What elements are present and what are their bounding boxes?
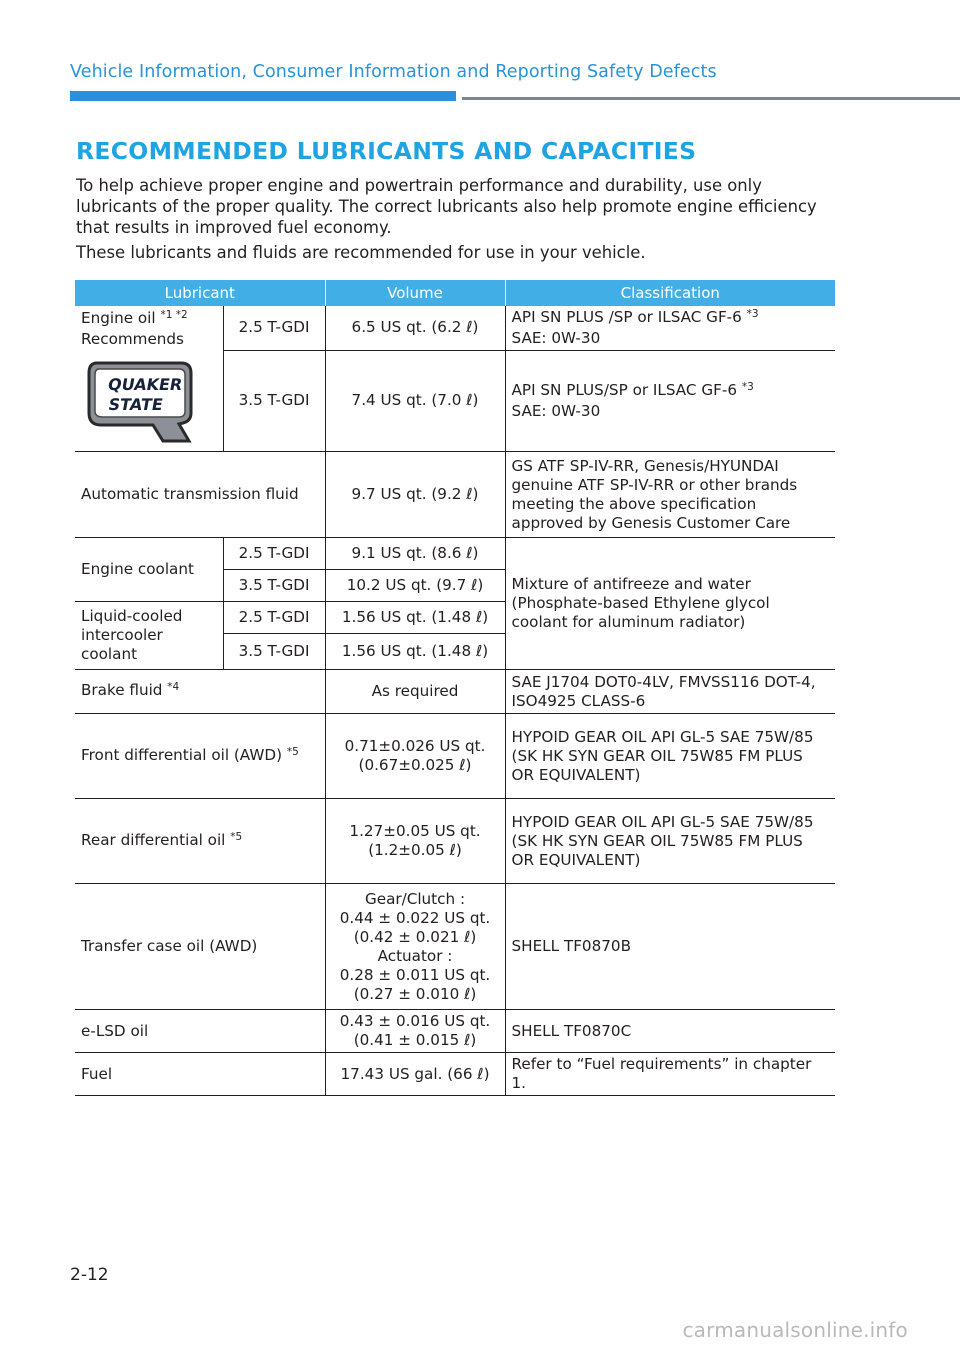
volume-line: (0.42 ± 0.021 ℓ): [353, 927, 477, 946]
column-header-classification: Classification: [505, 280, 835, 306]
classification-footnote: *3: [741, 380, 754, 393]
volume-line: Gear/Clutch :: [364, 889, 466, 908]
table-row: [75, 1053, 835, 1096]
classification-cell: SHELL TF0870C: [505, 1010, 835, 1053]
classification-cell: SAE J1704 DOT0-4LV, FMVSS116 DOT-4, ISO4925 CLASS-6: [505, 670, 835, 714]
table-row: [75, 799, 835, 884]
engine-cell: 2.5 T-GDI: [223, 602, 325, 634]
intro-paragraph: To help achieve proper engine and powertrain performance and durability, use only lubricants of the proper quality. The correct lubricants also help promote engine efficiency that results in improved fuel economy.: [76, 176, 817, 237]
quaker-state-logo: [83, 357, 217, 450]
engine-oil-label-line: [81, 309, 217, 330]
volume-cell: [325, 1010, 505, 1053]
volume-line: 1.27±0.05 US qt.: [349, 822, 481, 840]
lubricant-footnote: *5: [286, 745, 299, 758]
classification-cell: HYPOID GEAR OIL API GL-5 SAE 75W/85 (SK HK SYN GEAR OIL 75W85 FM PLUS OR EQUIVALENT): [505, 714, 835, 799]
classification-cell: GS ATF SP-IV-RR, Genesis/HYUNDAI genuine ATF SP-IV-RR or other brands meeting the above specification approved by Genesis Customer Care: [505, 452, 835, 538]
lubricant-cell: Automatic transmission fluid: [75, 452, 325, 538]
classification-cell: HYPOID GEAR OIL API GL-5 SAE 75W/85 (SK HK SYN GEAR OIL 75W85 FM PLUS OR EQUIVALENT): [505, 799, 835, 884]
classification-text: API SN PLUS/SP or ILSAC GF-6: [511, 380, 737, 399]
volume-cell: [325, 884, 505, 1010]
logo-text-quaker: QUAKER: [106, 375, 184, 394]
lubricants-table: [75, 280, 835, 1096]
lubricant-cell: Liquid-cooled intercooler coolant: [75, 602, 223, 670]
engine-oil-label: Engine oil: [81, 309, 156, 327]
table-row: [75, 538, 835, 570]
lubricant-cell: [75, 714, 325, 799]
engine-oil-cell: [75, 306, 223, 452]
table-row: [75, 306, 835, 350]
table-row: [75, 884, 835, 1010]
classification-footnote: *3: [746, 307, 759, 320]
section-title: RECOMMENDED LUBRICANTS AND CAPACITIES: [76, 137, 697, 165]
volume-cell: 6.5 US qt. (6.2 ℓ): [325, 306, 505, 350]
lubricant-label: Brake fluid: [81, 681, 163, 699]
lubricant-label: Rear differential oil: [81, 830, 226, 849]
volume-line: (0.27 ± 0.010 ℓ): [353, 984, 477, 1003]
table-header-row: [75, 280, 835, 306]
lubricant-cell: [75, 670, 325, 714]
volume-cell: [325, 714, 505, 799]
classification-cell: Mixture of antifreeze and water (Phosphate-based Ethylene glycol coolant for aluminum radiator): [505, 538, 835, 670]
logo-text-state: STATE: [106, 395, 165, 414]
volume-line: (1.2±0.05 ℓ): [368, 841, 462, 859]
engine-cell: 3.5 T-GDI: [223, 350, 325, 451]
lubricant-cell: e-LSD oil: [75, 1010, 325, 1053]
lubricant-footnote: *5: [230, 830, 243, 843]
table-row: [75, 452, 835, 538]
lubricant-footnote: *4: [167, 681, 180, 693]
volume-line: 0.44 ± 0.022 US qt.: [339, 908, 491, 927]
table-row: [75, 714, 835, 799]
header-rule-blue: [70, 91, 456, 101]
running-head-title: Vehicle Information, Consumer Information and Reporting Safety Defects: [70, 62, 717, 82]
volume-line: Actuator :: [377, 946, 453, 965]
engine-oil-footnote: *1 *2: [160, 309, 188, 321]
header-rule-grey: [462, 97, 960, 100]
volume-cell: 10.2 US qt. (9.7 ℓ): [325, 570, 505, 602]
volume-line: (0.67±0.025 ℓ): [358, 756, 472, 774]
volume-cell: As required: [325, 670, 505, 714]
classification-cell: SHELL TF0870B: [505, 884, 835, 1010]
page-number: 2-12: [70, 1265, 109, 1285]
engine-cell: 3.5 T-GDI: [223, 570, 325, 602]
sae-grade: SAE: 0W-30: [511, 401, 601, 420]
volume-cell: [325, 799, 505, 884]
intro-paragraph-2: These lubricants and fluids are recommended for use in your vehicle.: [76, 243, 646, 262]
volume-cell: 17.43 US gal. (66 ℓ): [325, 1053, 505, 1096]
engine-cell: 2.5 T-GDI: [223, 306, 325, 350]
lubricant-cell: Fuel: [75, 1053, 325, 1096]
table-row: [75, 670, 835, 714]
classification-cell: Refer to “Fuel requirements” in chapter 1.: [505, 1053, 835, 1096]
volume-cell: 9.1 US qt. (8.6 ℓ): [325, 538, 505, 570]
lubricant-label: Front differential oil (AWD): [81, 745, 282, 764]
table-row: [75, 1010, 835, 1053]
classification-cell: [505, 306, 835, 350]
column-header-volume: Volume: [325, 280, 505, 306]
lubricant-cell: Transfer case oil (AWD): [75, 884, 325, 1010]
classification-text: API SN PLUS /SP or ILSAC GF-6: [511, 307, 742, 326]
volume-line: 0.43 ± 0.016 US qt.: [339, 1012, 491, 1030]
watermark: carmanualsonline.info: [682, 1318, 908, 1342]
volume-line: (0.41 ± 0.015 ℓ): [353, 1031, 477, 1049]
engine-cell: 3.5 T-GDI: [223, 634, 325, 670]
volume-cell: 9.7 US qt. (9.2 ℓ): [325, 452, 505, 538]
lubricant-cell: Engine coolant: [75, 538, 223, 602]
classification-cell: [505, 350, 835, 451]
volume-line: 0.71±0.026 US qt.: [344, 737, 486, 755]
volume-line: 0.28 ± 0.011 US qt.: [339, 965, 491, 984]
engine-cell: 2.5 T-GDI: [223, 538, 325, 570]
volume-cell: 1.56 US qt. (1.48 ℓ): [325, 602, 505, 634]
volume-cell: 1.56 US qt. (1.48 ℓ): [325, 634, 505, 670]
sae-grade: SAE: 0W-30: [511, 328, 601, 347]
volume-cell: 7.4 US qt. (7.0 ℓ): [325, 350, 505, 451]
engine-oil-recommends: Recommends: [81, 330, 184, 348]
column-header-lubricant: Lubricant: [75, 280, 325, 306]
lubricant-cell: [75, 799, 325, 884]
